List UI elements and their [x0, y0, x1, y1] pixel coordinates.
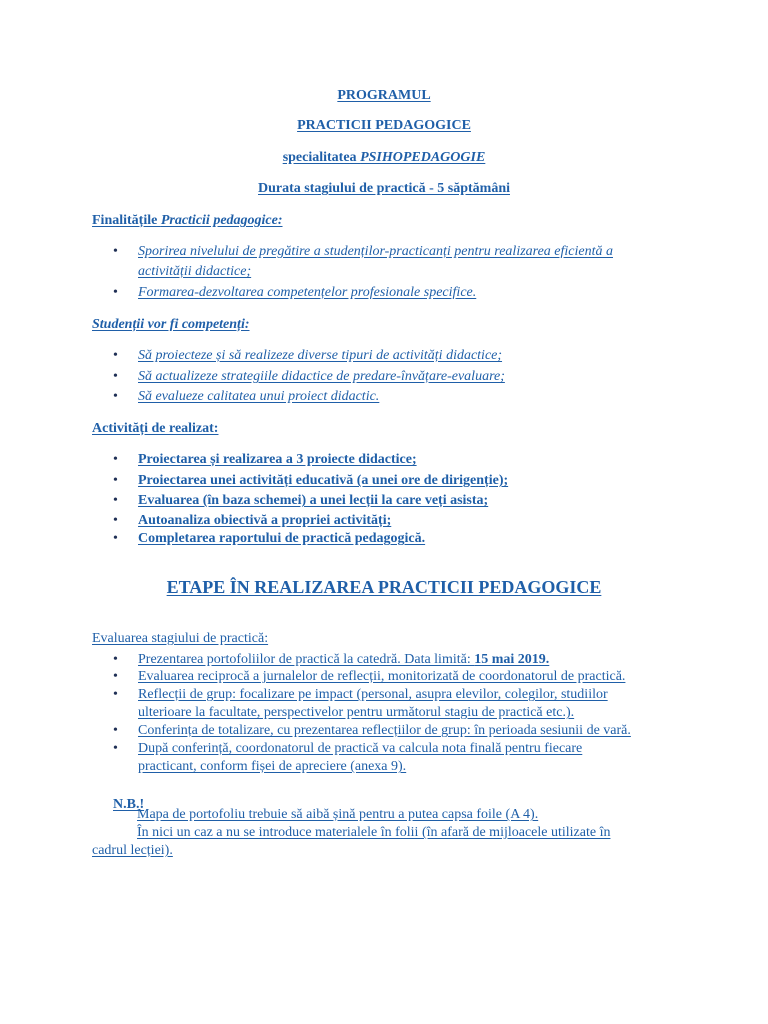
list-item-continuation: practicant, conform fișei de apreciere (anexa 9).: [138, 759, 407, 774]
list-item-text: [138, 652, 549, 668]
list-item-continuation: ulterioare la facultate, perspectivelor pentru următorul stagiu de practică etc.).: [138, 705, 575, 720]
list-item-text: Formarea-dezvoltarea competențelor profesionale specifice.: [138, 285, 477, 300]
program-title: PROGRAMUL: [337, 88, 431, 103]
nb-title: N.B.!: [113, 797, 145, 812]
finalities-title-italic: Practicii pedagogice:: [160, 213, 283, 228]
competences-title: Studenții vor fi competenți:: [92, 317, 250, 332]
deadline-label: Prezentarea portofoliilor de practică la catedră. Data limită:: [138, 652, 475, 667]
list-item-text: Să evalueze calitatea unui proiect didactic.: [138, 389, 380, 404]
practice-title: PRACTICII PEDAGOGICE: [297, 118, 471, 133]
list-item-text: După conferință, coordonatorul de practică va calcula nota finală pentru fiecare: [138, 741, 583, 756]
stages-heading: ETAPE ÎN REALIZAREA PRACTICII PEDAGOGICE: [166, 577, 602, 597]
list-item-text: Proiectarea și realizarea a 3 proiecte didactice;: [138, 452, 417, 467]
list-item-text: Evaluarea reciprocă a jurnalelor de reflecții, monitorizată de coordonatorul de practică.: [138, 669, 626, 684]
list-item-continuation: activității didactice;: [138, 264, 252, 279]
evaluation-title: Evaluarea stagiului de practică:: [92, 631, 269, 646]
finalities-title-prefix: Finalitățile: [92, 213, 161, 228]
list-item-text: Să proiecteze și să realizeze diverse tipuri de activități didactice;: [138, 348, 503, 363]
activities-title: Activități de realizat:: [92, 421, 219, 436]
specialty-name: PSIHOPEDAGOGIE: [360, 150, 486, 165]
nb-line-2: În nici un caz a nu se introduce materialele în folii (în afară de mijloacele utilizate în: [137, 825, 611, 840]
nb-line-3: cadrul lecției).: [92, 843, 173, 858]
specialty-prefix: specialitatea: [282, 150, 361, 165]
list-item-text: Sporirea nivelului de pregătire a studenților-practicanți pentru realizarea eficientă a: [138, 244, 613, 259]
deadline-date: 15 mai 2019.: [474, 652, 550, 667]
specialty-line: [0, 150, 768, 166]
list-item-text: Evaluarea (în baza schemei) a unei lecții la care veți asista;: [138, 493, 489, 508]
duration-line: Durata stagiului de practică - 5 săptămâni: [258, 181, 510, 196]
list-item-text: Autoanaliza obiectivă a propriei activități;: [138, 513, 392, 528]
finalities-title: [92, 213, 283, 229]
list-item-text: Reflecții de grup: focalizare pe impact (personal, asupra elevilor, colegilor, studiilor: [138, 687, 608, 702]
list-item-text: Completarea raportului de practică pedagogică.: [138, 531, 426, 546]
list-item-text: Conferința de totalizare, cu prezentarea reflecțiilor de grup: în perioada sesiunii de vară.: [138, 723, 631, 738]
nb-line-1: Mapa de portofoliu trebuie să aibă șină pentru a putea capsa foile (A 4).: [137, 807, 539, 822]
list-item-text: Proiectarea unei activități educativă (a unei ore de dirigenție);: [138, 473, 509, 488]
list-item-text: Să actualizeze strategiile didactice de predare-învățare-evaluare;: [138, 369, 505, 384]
